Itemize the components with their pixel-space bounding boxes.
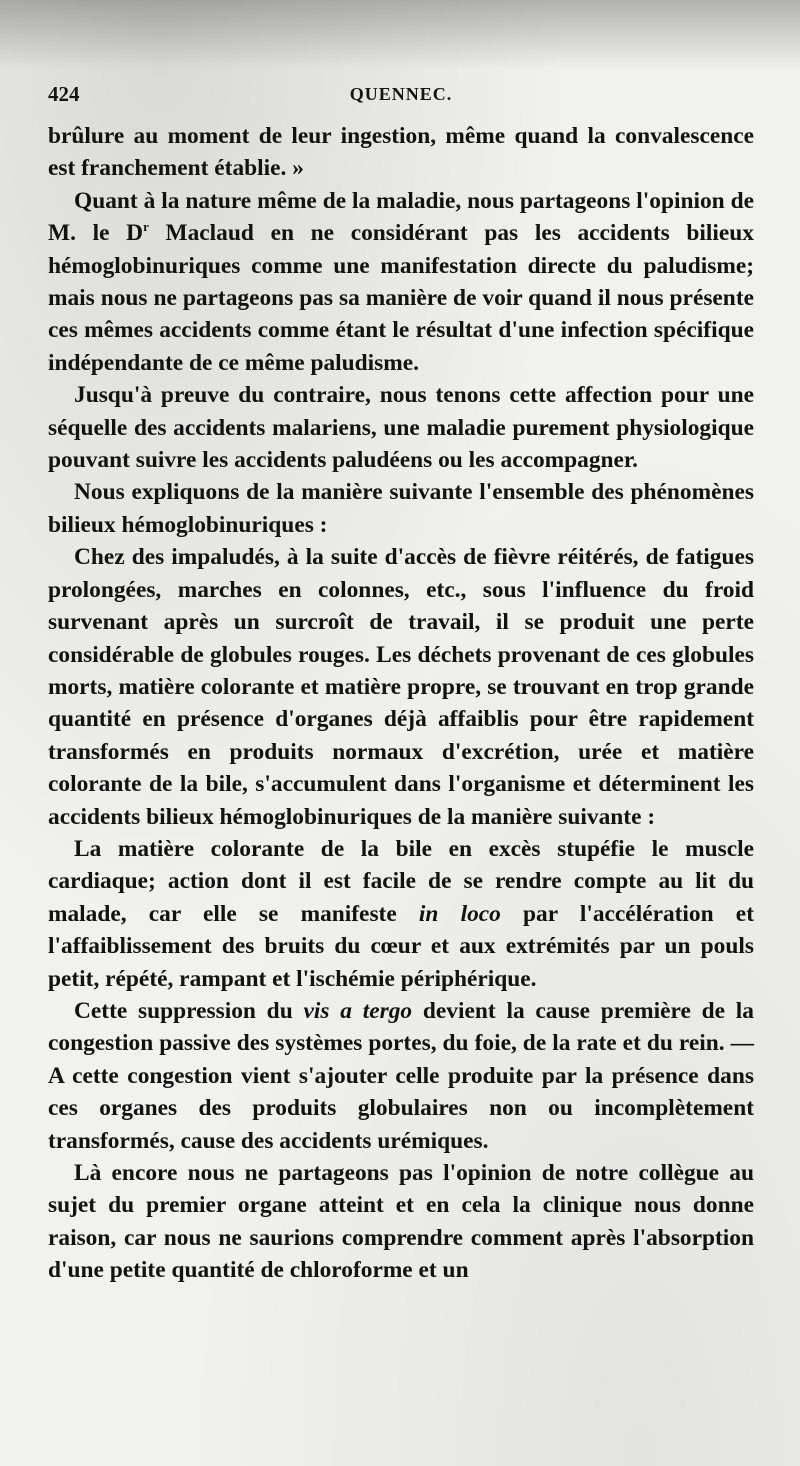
- paragraph: Jusqu'à preuve du contraire, nous tenons cette affection pour une séquelle des accidents malariens, une maladie purement physiologique pouvant suivre les accidents paludéens ou les accompagner.: [48, 382, 754, 474]
- paragraph: Quant à la nature même de la maladie, nous partageons l'opinion de M. le $D^r$ Maclaud en ne considérant pas les accidents bilieux hémoglobinuriques comme une manifestation directe du paludisme; mais nous ne partageons pas sa manière de voir quand il nous présente ces mêmes accidents comme étant le résultat d'une infection spécifique indépendante de ce même paludisme.: [48, 187, 754, 376]
- scan-shadow: [0, 0, 800, 70]
- page-number: 424: [48, 82, 80, 106]
- paragraph: La matière colorante de la bile en excès stupéfie le muscle cardiaque; action dont il est facile de se rendre compte au lit du malade, car elle se manifeste in loco par l'accélération et l'affaiblissement des bruits du cœur et aux extrémités par un pouls petit, répété, rampant et l'ischémie périphérique.: [48, 835, 754, 992]
- paragraph: Là encore nous ne partageons pas l'opinion de notre collègue au sujet du premier organe atteint et en cela la clinique nous donne raison, car nous ne saurions comprendre comment après l'absorption d'une petite quantité de chloroforme et un: [48, 1160, 754, 1284]
- superscript: r: [143, 219, 149, 235]
- paragraph-continued: brûlure au moment de leur ingestion, même quand la convalescence est franchement établie. »: [48, 123, 754, 182]
- running-head: QUENNEC.: [349, 84, 453, 104]
- italic-phrase: vis a tergo: [303, 997, 413, 1024]
- body-text: [48, 120, 754, 1287]
- page-header: [48, 82, 754, 112]
- paragraph: Chez des impaludés, à la suite d'accès de fièvre réitérés, de fatigues prolongées, marches en colonnes, etc., sous l'influence du froid survenant après un surcroît de travail, il se produit une perte considérable de globules rouges. Les déchets provenant de ces globules morts, matière colorante et matière propre, se trouvant en trop grande quantité en présence d'organes déjà affaiblis pour être rapidement transformés en produits normaux d'excrétion, urée et matière colorante de la bile, s'accumulent dans l'organisme et déterminent les accidents bilieux hémoglobinuriques de la manière suivante :: [48, 544, 754, 830]
- paragraph: Nous expliquons de la manière suivante l'ensemble des phénomènes bilieux hémoglobinuriques :: [48, 479, 754, 538]
- italic-phrase: in loco: [418, 900, 501, 927]
- paragraph: Cette suppression du vis a tergo devient la cause première de la congestion passive des systèmes portes, du foie, de la rate et du rein. — A cette congestion vient s'ajouter celle produite par la présence dans ces organes des produits globulaires non ou incomplètement transformés, cause des accidents urémiques.: [48, 997, 754, 1154]
